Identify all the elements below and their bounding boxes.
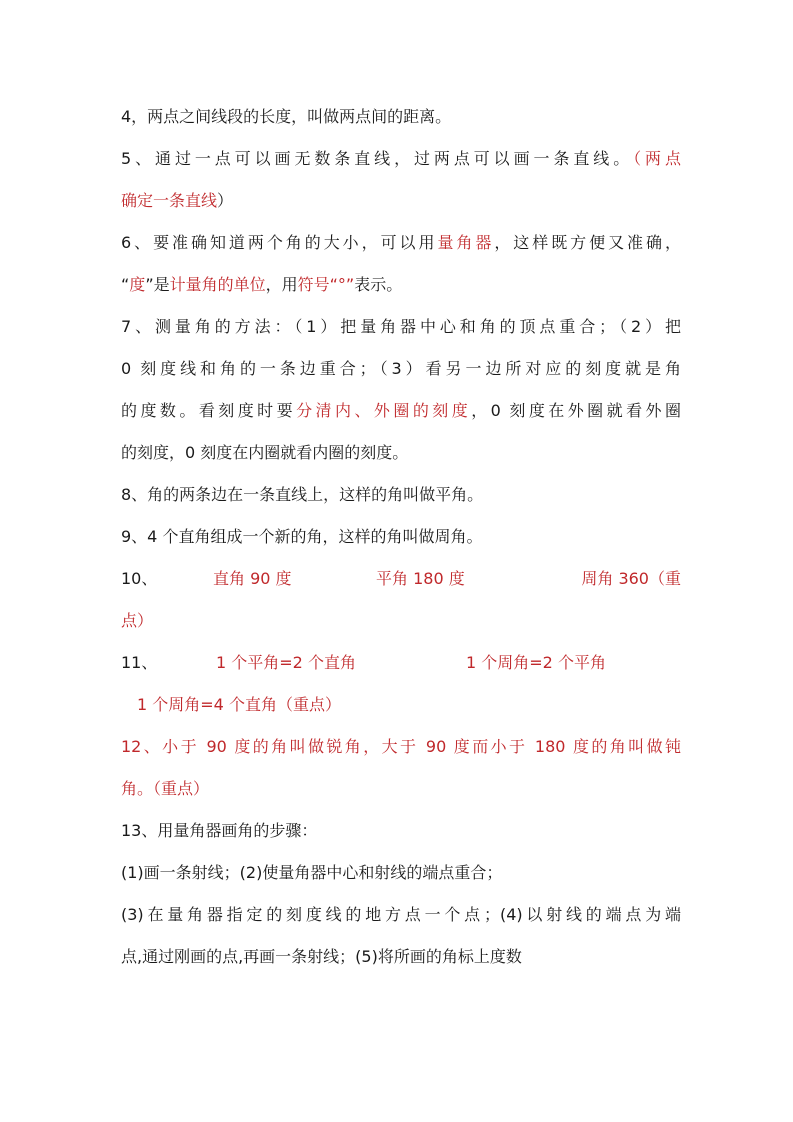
item-13-step-line-3 — [121, 944, 681, 970]
item-10-number: 10、 — [121, 569, 158, 588]
item-9 — [121, 524, 681, 550]
item-7-line-2 — [121, 356, 681, 382]
item-13-title — [121, 818, 681, 844]
item-7-text-1: 7、测量角的方法：（1）把量角器中心和角的顶点重合；（2）把 — [121, 317, 681, 336]
item-11-fact-a: 1 个平角=2 个直角 — [216, 653, 356, 672]
item-7-line-4 — [121, 440, 681, 466]
item-10-line-1 — [121, 566, 681, 592]
item-11-fact-b: 1 个周角=2 个平角 — [466, 653, 606, 672]
item-11-number: 11、 — [121, 653, 158, 672]
item-7-line-1 — [121, 314, 681, 340]
item-13-step-line-1 — [121, 860, 681, 886]
item-11-fact-c: 1 个周角=4 个直角（重点） — [137, 695, 341, 714]
item-10-right-angle: 直角 90 度 — [213, 569, 292, 588]
item-5-line-2 — [121, 188, 681, 214]
item-7-text-3b: ，0 刻度在外圈就看外圈 — [471, 401, 681, 420]
item-13-step-line-2 — [121, 902, 681, 928]
item-6-quote-open: “ — [121, 275, 130, 294]
item-11-line-2 — [137, 692, 681, 718]
item-10-line-2 — [121, 608, 681, 634]
item-7-text-2: 0 刻度线和角的一条边重合；（3）看另一边所对应的刻度就是角 — [121, 359, 681, 378]
item-6-unit: 计量角的单位 — [169, 275, 266, 294]
item-4 — [121, 104, 681, 130]
item-11-line-1 — [121, 650, 681, 676]
item-5-highlight-cont: 确定一条直线 — [121, 191, 218, 210]
item-6-degree: 度 — [129, 275, 146, 294]
item-6-line-1 — [121, 230, 681, 256]
item-7-line-3 — [121, 398, 681, 424]
item-13-title-text: 13、用量角器画角的步骤： — [121, 821, 318, 840]
item-10-key-point: 点） — [121, 611, 154, 630]
item-9-text: 9、4 个直角组成一个新的角，这样的角叫做周角。 — [121, 527, 483, 546]
item-8-text: 8、角的两条边在一条直线上，这样的角叫做平角。 — [121, 485, 484, 504]
item-13-steps-3: 点,通过刚画的点,再画一条射线；(5)将所画的角标上度数 — [121, 947, 522, 966]
item-6-symbol: 符号“°” — [297, 275, 355, 294]
item-8 — [121, 482, 681, 508]
item-12-line-2 — [121, 776, 681, 802]
item-6-represents: 表示。 — [354, 275, 403, 294]
item-6-text-b: ，这样既方便又准确， — [494, 233, 681, 252]
item-5-text: 5、通过一点可以画无数条直线，过两点可以画一条直线。 — [121, 149, 634, 168]
item-7-highlight: 分清内、外圈的刻度 — [296, 401, 472, 420]
item-6-protractor: 量角器 — [437, 233, 495, 252]
item-6-is: ”是 — [145, 275, 170, 294]
item-6-with: ，用 — [265, 275, 298, 294]
item-5-highlight: （两点 — [633, 149, 681, 168]
item-5-close-paren: ） — [217, 191, 234, 210]
item-5-line-1 — [121, 146, 681, 172]
item-7-text-3a: 的度数。看刻度时要 — [121, 401, 297, 420]
item-10-full-angle: 周角 360（重 — [581, 569, 681, 588]
item-4-text: 4，两点之间线段的长度，叫做两点间的距离。 — [121, 107, 452, 126]
item-7-text-4: 的刻度，0 刻度在内圈就看内圈的刻度。 — [121, 443, 409, 462]
item-12-line-1 — [121, 734, 681, 760]
item-13-steps-1: (1)画一条射线；(2)使量角器中心和射线的端点重合； — [121, 863, 503, 882]
item-6-line-2 — [121, 272, 681, 298]
item-13-steps-2: (3)在量角器指定的刻度线的地方点一个点；(4)以射线的端点为端 — [121, 905, 681, 924]
item-12-text-1: 12、小于 90 度的角叫做锐角，大于 90 度而小于 180 度的角叫做钝 — [121, 737, 681, 756]
item-12-text-2: 角。（重点） — [121, 779, 210, 798]
item-6-text-a: 6、要准确知道两个角的大小，可以用 — [121, 233, 438, 252]
item-10-straight-angle: 平角 180 度 — [376, 569, 465, 588]
